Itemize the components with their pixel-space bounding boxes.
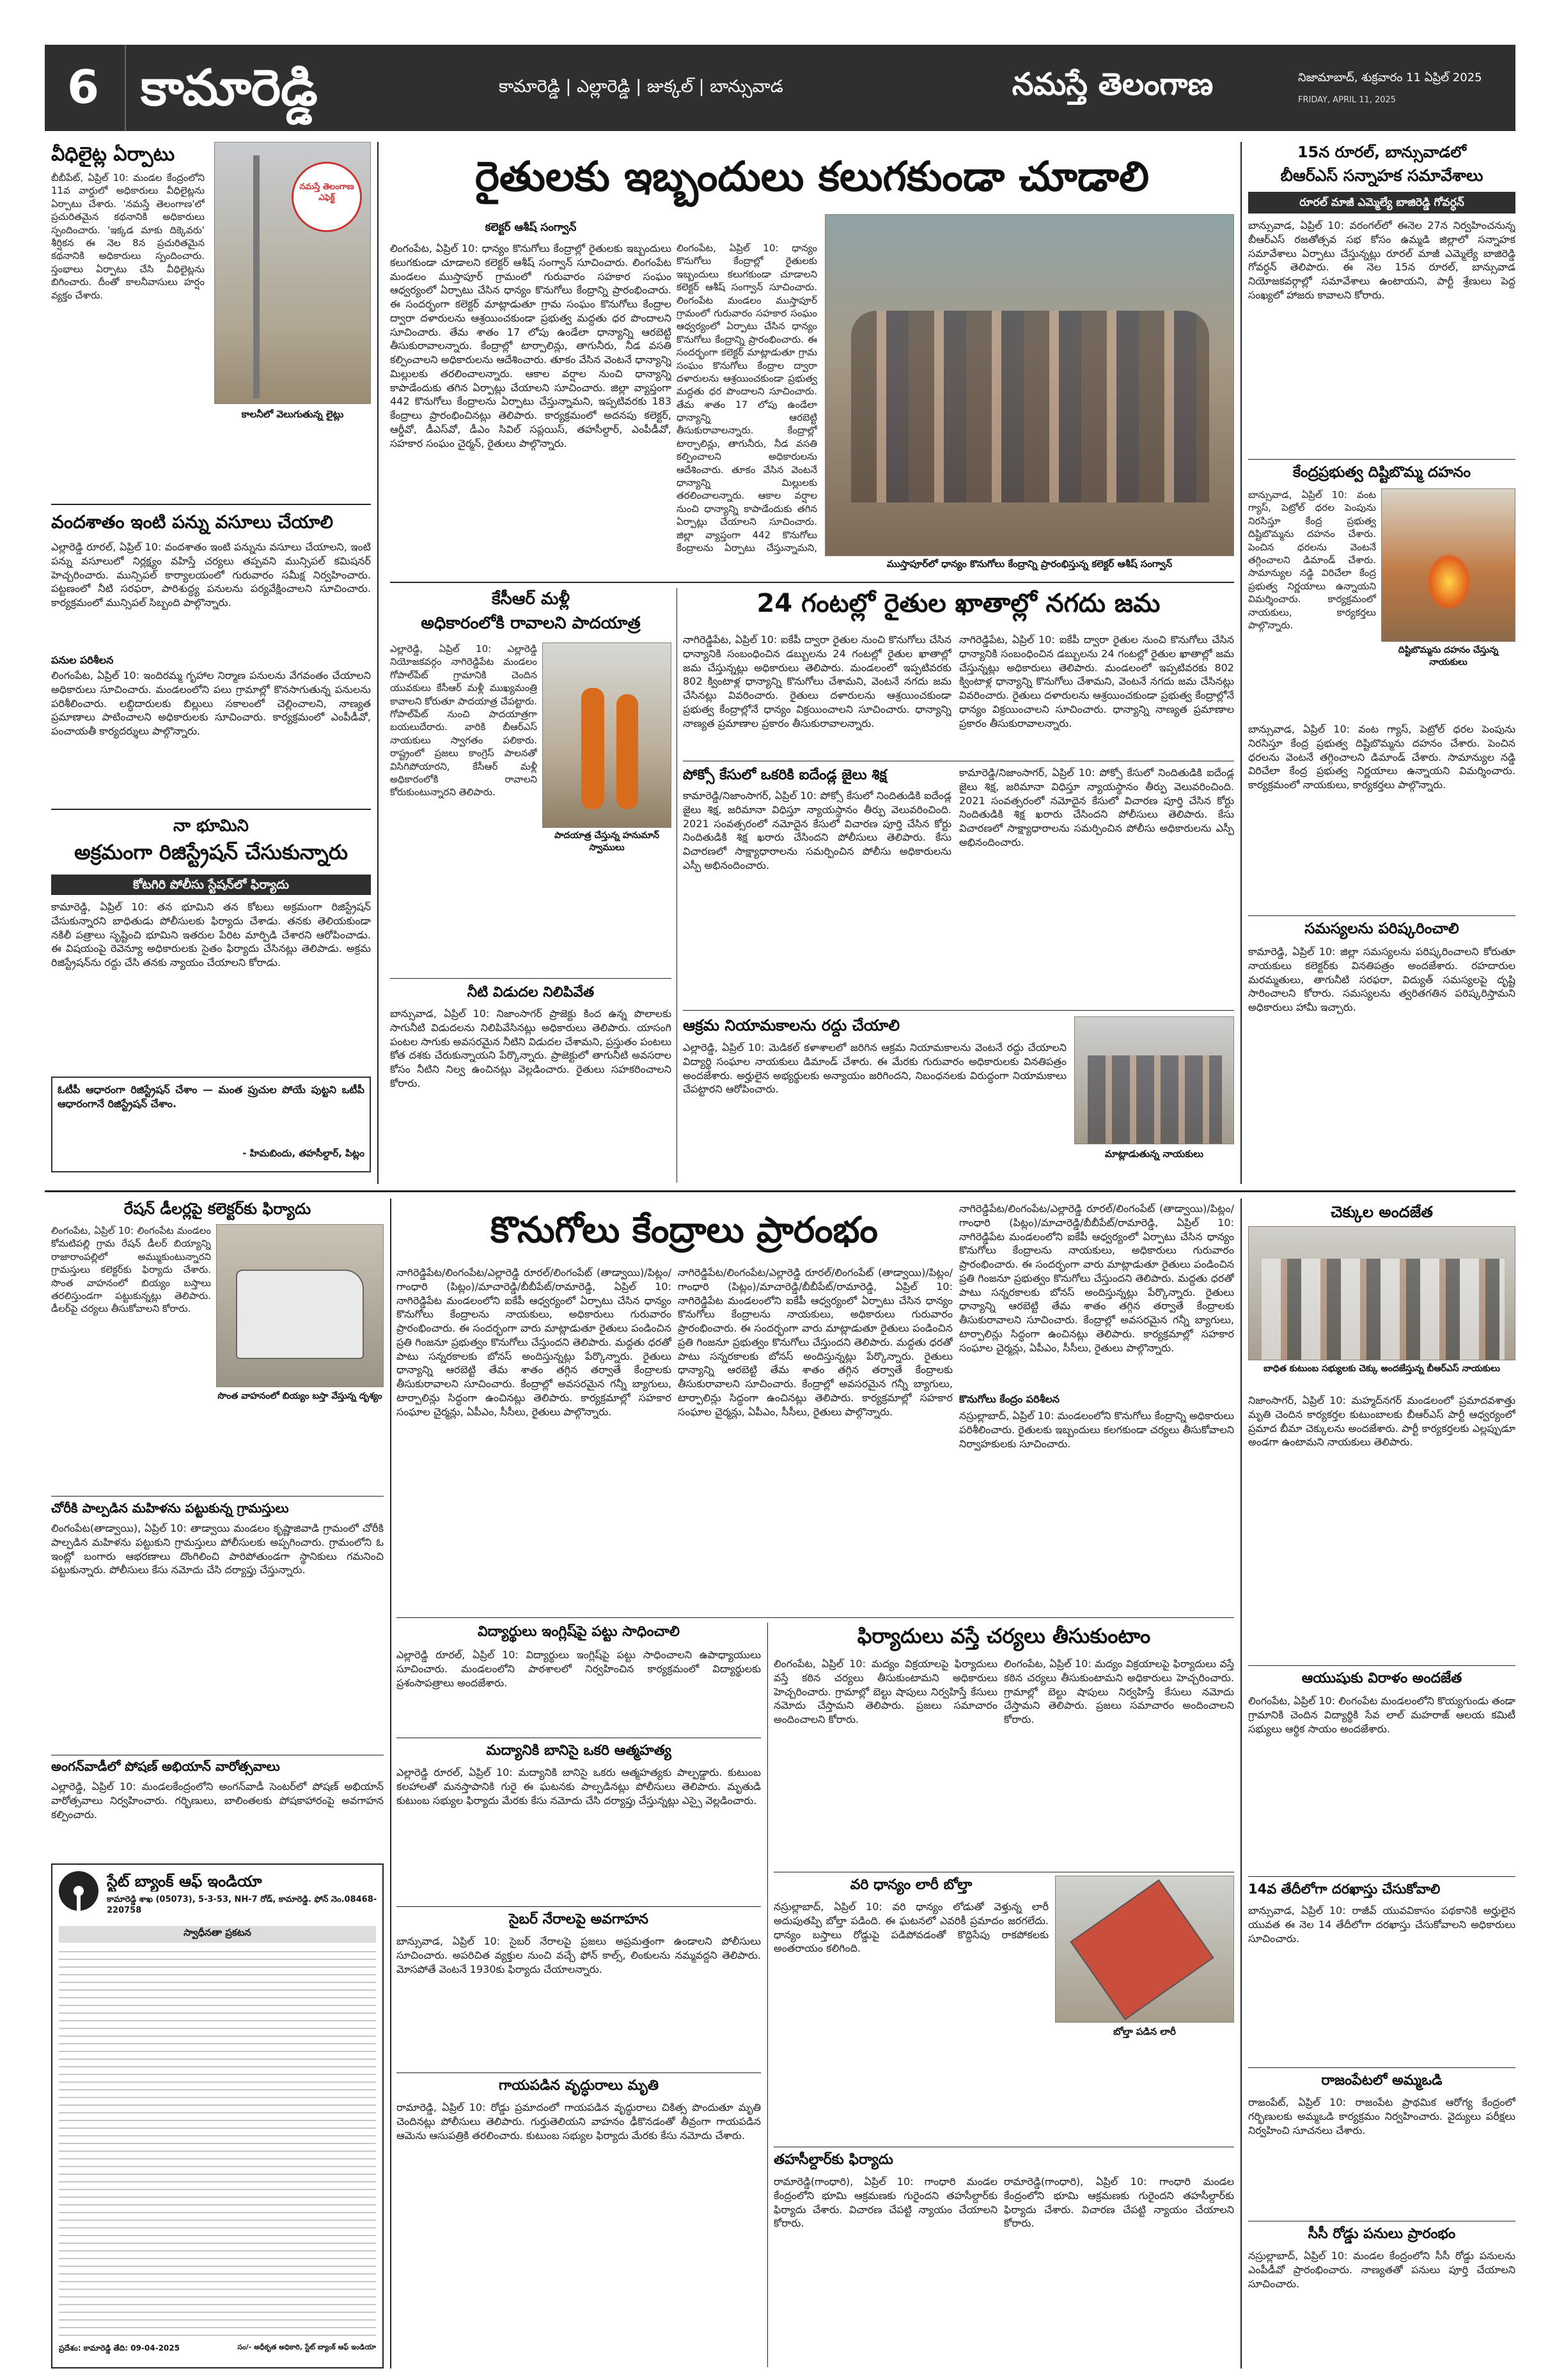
brs-kicker: 15న రూరల్, బాన్సువాడలో: [1297, 143, 1467, 161]
pocso-title: పోక్సో కేసులో ఒకరికి ఐదేండ్ల జైలు శిక్ష: [683, 767, 887, 783]
water-body: బాన్సువాడ, ఏప్రిల్ 10: నిజాంసాగర్ ప్రాజెక్టు కింద ఉన్న పొలాలకు సాగునీటి విడుదలను నిలిపివేసినట్లు అధికారులు తెలిపారు. యాసంగి పంటల సాగుకు అవసరమైన నీటిని విడుదల చేశామని, ప్రస్తుతం పంటలు కోత దశకు చేరుకున్నాయని పేర్కొన్నారు. ప్రాజెక్టులో తాగునీటి అవసరాల కోసం నీటిని నిల్వ ఉంచినట్లు వెల్లడించారు. రైతులు సహకరించాలని కోరారు.: [390, 1007, 671, 1089]
cyber-body: బాన్సువాడ, ఏప్రిల్ 10: సైబర్ నేరాలపై ప్రజలు అప్రమత్తంగా ఉండాలని పోలీసులు సూచించారు. అపరిచిత వ్యక్తుల నుంచి వచ్చే ఫోన్ కాల్స్, లింకులను నమ్మవద్దని తెలిపారు. మోసపోతే వెంటనే 1930కు ఫిర్యాదు చేయాలన్నారు.: [396, 1935, 761, 1975]
tax-body: ఎల్లారెడ్డి రూరల్, ఏప్రిల్ 10: వందశాతం ఇంటి పన్నును వసూలు చేయాలని, ఇంటి పన్ను వసూలులో నిర్లక్ష్యం వహిస్తే చర్యలు తప్పవని మున్సిపల్ కమిషనర్ హెచ్చరించారు. మున్సిపల్ కార్యాలయంలో గురువారం సమీక్ష నిర్వహించారు. పట్టణంలో నీటి సరఫరా, పారిశుద్ధ్య పనులను పర్యవేక్షించాలని సూచించారు. కార్యక్రమంలో మున్సిపల్ సిబ్బంది పాల్గొన్నారు.: [51, 541, 371, 609]
suicide-title: మద్యానికి బానిసై ఒకరి ఆత్మహత్య: [486, 1743, 671, 1759]
appoint-body: ఎల్లారెడ్డి, ఏప్రిల్ 10: మెడికల్ కళాశాలలో జరిగిన ఆక్రమ నియామకాలను వెంటనే రద్దు చేయాలని విద్యార్థి సంఘాల నాయకులు డిమాండ్ చేశారు. ఈ మేరకు గురువారం అధికారులకు వినతిపత్రం అందజేశారు. అర్హులైన అభ్యర్థులకు అన్యాయం జరిగిందని, నిబంధనలకు విరుద్ధంగా నియామకాలు చేపట్టారని ఆరోపించారు.: [683, 1041, 1067, 1096]
tax-body2: లింగంపేట, ఏప్రిల్ 10: ఇందిరమ్మ గృహాల నిర్మాణ పనులను వేగవంతం చేయాలని అధికారులు సూచించారు. మండలంలోని పలు గ్రామాల్లో కొనసాగుతున్న పనులను పరిశీలించారు. లబ్ధిదారులకు బిల్లులు సకాలంలో చెల్లించాలని, నాణ్యత ప్రమాణాలు పాటించాలని అధికారులకు సూచించారు. కార్యక్రమంలో ఎంపీడీవో, పంచాయతీ కార్యదర్శులు పాల్గొన్నారు.: [51, 669, 371, 737]
appoint-photo: [1074, 1016, 1234, 1144]
land-body: కామారెడ్డి, ఏప్రిల్ 10: తన భూమిని తన కోటలు అక్రమంగా రిజిస్ట్రేషన్ చేసుకున్నారని బాధితుడు పోలీసులకు ఫిర్యాదు చేశాడు. తనకు తెలియకుండా నకిలీ పత్రాలు సృష్టించి భూమిని ఇతరుల పేరిట మార్పిడి చేశారని ఆరోపించాడు. ఈ విషయంపై రెవెన్యూ అధికారులకు సైతం ఫిర్యాదు చేసినట్లు తెలిపాడు. అక్రమ రిజిస్ట్రేషన్‌ను రద్దు చేసి తనకు న్యాయం చేయాలని కోరాడు.: [51, 901, 371, 968]
cash-body-1: నాగిరెడ్డిపేట, ఏప్రిల్ 10: ఐకేపీ ద్వారా రైతుల నుంచి కొనుగోలు చేసిన ధాన్యానికి సంబంధించిన డబ్బులను 24 గంటల్లో రైతుల ఖాతాల్లో జమ చేస్తున్నట్లు అధికారులు తెలిపారు. మండలంలో ఇప్పటివరకు 802 క్వింటాళ్ల ధాన్యాన్ని కొనుగోలు చేశామని, వెంటనే నగదు జమ చేసినట్లు వివరించారు. రైతులు దళారులను ఆశ్రయించకుండా ప్రభుత్వ కేంద్రాల్లోనే ధాన్యం విక్రయించాలని సూచించారు. ధాన్యాన్ని నాణ్యత ప్రమాణాల ప్రకారం తీసుకురావాలన్నారు.: [683, 634, 951, 729]
centres-body-1: నాగిరెడ్డిపేట/లింగంపేట/ఎల్లారెడ్డి రూరల్/లింగంపేట్ (తాడ్వాయి)/పిట్లం/గాంధారి (పిట్లం)/మాచారెడ్డి/బీబీపేట్/రామారెడ్డి, ఏప్రిల్ 10: నాగిరెడ్డిపేట మండలంలోని ఐకేపీ ఆధ్వర్యంలో ఏర్పాటు చేసిన ధాన్యం కొనుగోలు కేంద్రాలను నాయకులు, అధికారులు గురువారం ప్రారంభించారు. ఈ సందర్భంగా వారు మాట్లాడుతూ రైతులు పండించిన ప్రతి గింజనూ ప్రభుత్వం కొనుగోలు చేస్తుందని తెలిపారు. మద్దతు ధరతో పాటు సన్నరకాలకు బోనస్ అందిస్తున్నట్లు పేర్కొన్నారు. రైతులు ధాన్యాన్ని ఆరబెట్టి తేమ శాతం తగ్గిన తర్వాతే కేంద్రాలకు తీసుకురావాలని సూచించారు. కేంద్రాల్లో అవసరమైన గన్నీ బ్యాగులు, టార్పాలిన్లు సిద్ధంగా ఉంచినట్లు తెలిపారు. కార్యక్రమాల్లో సహకార సంఘాల చైర్మన్లు, ఏపీఎం, సీసీలు, రైతులు పాల్గొన్నారు.: [396, 1266, 671, 1418]
english-body: ఎల్లారెడ్డి రూరల్, ఏప్రిల్ 10: విద్యార్థులు ఇంగ్లిష్‌పై పట్టు సాధించాలని ఉపాధ్యాయులు సూచించారు. మండలంలోని పాఠశాలలో నిర్వహించిన కార్యక్రమంలో విద్యార్థులకు ప్రశంసాపత్రాలు అందజేశారు.: [396, 1649, 761, 1689]
appoint-caption: మాట్లాడుతున్న నాయకులు: [1104, 1148, 1204, 1160]
streetlight-photo: [214, 142, 371, 404]
sbi-ad: [51, 1863, 384, 2368]
pole-graphic: [253, 155, 260, 398]
padayatra-caption: పాదయాత్ర చేస్తున్న హనుమాన్ స్వాములు: [554, 830, 660, 853]
lorry-body: నస్రుల్లాబాద్, ఏప్రిల్ 10: వరి ధాన్యం లోడుతో వెళ్తున్న లారీ అదుపుతప్పి బోల్తా పడింది. ఈ ఘటనలో ఎవరికీ ప్రమాదం జరగలేదు. ధాన్యం బస్తాలు రోడ్డుపై పడిపోవడంతో కొద్దిసేపు రాకపోకలకు అంతరాయం కలిగింది.: [774, 1901, 1049, 1955]
elderly-body: రామారెడ్డి, ఏప్రిల్ 10: రోడ్డు ప్రమాదంలో గాయపడిన వృద్ధురాలు చికిత్స పొందుతూ మృతి చెందినట్లు పోలీసులు తెలిపారు. గుర్తుతెలియని వాహనం ఢీకొనడంతో తీవ్రంగా గాయపడిన ఆమెను ఆసుపత్రికి తరలించారు. కుటుంబ సభ్యుల ఫిర్యాదు మేరకు కేసు నమోదు చేశారు.: [396, 2101, 761, 2142]
padayatra-photo: [542, 642, 671, 828]
appoint-people: [1088, 1055, 1222, 1144]
sbi-footer-right: సం/- అధీకృత అధికారి, స్టేట్ బ్యాంక్ ఆఫ్ ఇండియా: [237, 2343, 376, 2351]
paper-name: నమస్తే తెలంగాణ: [1012, 66, 1214, 102]
theft-body: లింగంపేట(తాడ్వాయి), ఏప్రిల్ 10: తాడ్వాయి మండలం కృష్ణాజివాడి గ్రామంలో చోరీకి పాల్పడిన మహిళను పట్టుకుని గ్రామస్తులు పోలీసులకు అప్పగించారు. గ్రామంలోని ఓ ఇంట్లో బంగారు ఆభరణాలు దొంగిలించి పారిపోతుండగా స్థానికులు గమనించి పట్టుకున్నారు. పోలీసులు కేసు నమోదు చేసి దర్యాప్తు చేస్తున్నారు.: [51, 1522, 384, 1576]
sbi-logo-icon: [59, 1871, 98, 1911]
sbi-name: స్టేట్ బ్యాంక్ ఆఫ్ ఇండియా: [107, 1872, 262, 1890]
streetlight-title: వీధిలైట్ల ఏర్పాటు: [51, 143, 175, 166]
sbi-footer-left: ప్రదేశం: కామారెడ్డి తేది: 09-04-2025: [59, 2344, 180, 2353]
van-graphic: [236, 1270, 364, 1359]
suicide-body: ఎల్లారెడ్డి రూరల్, ఏప్రిల్ 10: మద్యానికి బానిసై ఒకరు ఆత్మహత్యకు పాల్పడ్డారు. కుటుంబ కలహాలతో మనస్తాపానికి గురై ఈ ఘటనకు పాల్పడినట్లు పోలీసులు తెలిపారు. మృతుడి కుటుంబ సభ్యుల ఫిర్యాదు మేరకు కేసు నమోదు చేసి దర్యాప్తు చేస్తున్నట్లు ఎస్సై వెల్లడించారు.: [396, 1766, 761, 1807]
cheque-title: చెక్కుల అందజేత: [1331, 1203, 1433, 1221]
apply-title: 14వ తేదీలోగా దరఖాస్తు చేసుకోవాలి: [1248, 1881, 1441, 1897]
tax-title: వందశాతం ఇంటి పన్ను వసూలు చేయాలి: [51, 511, 333, 533]
section-title: కామారెడ్డి: [141, 59, 318, 117]
effigy-photo: [1381, 488, 1515, 642]
sbi-logo-hole: [74, 1886, 84, 1896]
donation-body: లింగంపేట, ఏప్రిల్ 10: లింగంపేట మండలంలోని కొయ్యగుండు తండా గ్రామానికి చెందిన విద్యార్థికి సేవ లాల్ మహరాజ్ ఆలయ కమిటీ సభ్యులు ఆర్థిక సాయం అందజేశారు.: [1248, 1695, 1515, 1735]
tax-subhead: పనుల పరిశీలన: [51, 654, 114, 666]
walker-figure-2: [616, 694, 638, 809]
ration-caption: సొంత వాహనంలో బియ్యం బస్తా వేస్తున్న దృశ్యం: [217, 1391, 382, 1401]
padayatra-body: ఎల్లారెడ్డి, ఏప్రిల్ 10: ఎల్లారెడ్డి నియోజకవర్గం నాగిరెడ్డిపేట మండలం గోపాల్‌పేట్ గ్రామానికి చెందిన యువకులు కేసీఆర్ మళ్లీ ముఖ్యమంత్రి కావాలని కోరుతూ పాదయాత్ర చేపట్టారు. గోపాల్‌పేట్ నుంచి పాదయాత్రగా బయలుదేరారు. వారికి బీఆర్ఎస్ నాయకులు స్వాగతం పలికారు. రాష్ట్రంలో ప్రజలు కాంగ్రెస్ పాలనతో విసిగిపోయారని, కేసీఆర్ మళ్లీ అధికారంలోకి రావాలని కోరుకుంటున్నారని తెలిపారు.: [390, 643, 537, 798]
land-quote-by: - హిమబిందు, తహసీల్దార్, పిట్లం: [242, 1147, 364, 1159]
cheque-people: [1262, 1259, 1505, 1360]
ammavodi-title: రాజంపేటలో అమ్మఒడి: [1321, 2073, 1443, 2088]
centres-headline: కొనుగోలు కేంద్రాలు ప్రారంభం: [490, 1209, 878, 1251]
ammavodi-body: రాజంపేట్, ఏప్రిల్ 10: రాజంపేట ప్రాథమిక ఆరోగ్య కేంద్రంలో గర్భిణులకు అమ్మఒడి కార్యక్రమం నిర్వహించారు. వైద్యులు పరీక్షలు నిర్వహించి సూచనలు చేశారు.: [1248, 2096, 1515, 2136]
pocso-body: కామారెడ్డి/నిజాంసాగర్, ఏప్రిల్ 10: పోక్సో కేసులో నిందితుడికి ఐదేండ్ల జైలు శిక్ష, జరిమానా విధిస్తూ న్యాయస్థానం తీర్పు వెలువరించింది. 2021 సంవత్సరంలో నమోదైన కేసులో విచారణ పూర్తి చేసిన కోర్టు నిందితుడికి శిక్ష ఖరారు చేసిందని పోలీసులు తెలిపారు. కేసు విచారణలో సాక్ష్యాధారాలను సమర్పించిన పోలీసు అధికారులను ఎస్పీ అభినందించారు.: [683, 789, 951, 871]
main-headline: రైతులకు ఇబ్బందులు కలుగకుండా చూడాలి: [474, 153, 1150, 201]
lorry-graphic: [1070, 1879, 1214, 2020]
main-body-1: లింగంపేట, ఏప్రిల్ 10: ధాన్యం కొనుగోలు కేంద్రాల్లో రైతులకు ఇబ్బందులు కలుగకుండా చూడాలని కలెక్టర్ ఆశీష్ సంగ్వాన్ సూచించారు. లింగంపేట మండలం ముస్తాపూర్ గ్రామంలో గురువారం సహకార సంఘం ఆధ్వర్యంలో ఏర్పాటు చేసిన ధాన్యం కొనుగోలు కేంద్రాన్ని ప్రారంభించారు. ఈ సందర్భంగా కలెక్టర్ మాట్లాడుతూ గ్రామ సంఘం కొనుగోలు కేంద్రాల ద్వారా దళారులను ఆశ్రయించకుండా ప్రభుత్వ మద్దతు ధర పొందాలని సూచించారు. తేమ శాతం 17 లోపు ఉండేలా ధాన్యాన్ని ఆరబెట్టి తీసుకురావాలన్నారు. కేంద్రాల్లో టార్పాలిన్లు, తాగునీరు, నీడ వసతి కల్పించాలని అధికారులను ఆదేశించారు. తూకం వేసిన వెంటనే ధాన్యాన్ని మిల్లులకు తరలించాలన్నారు. ఆకాల వర్షాల నుంచి ధాన్యాన్ని కాపాడేందుకు తగిన ఏర్పాట్లు చేయాలని సూచించారు. జిల్లా వ్యాప్తంగా 442 కొనుగోలు కేంద్రాలను ఏర్పాటు చేస్తున్నామని, ఇప్పటివరకు 183 కేంద్రాలు ప్రారంభించినట్లు తెలిపారు. కార్యక్రమంలో అదనపు కలెక్టర్, ఆర్డీవో, డీఎస్‌వో, డీఎం సివిల్ సప్లయిస్, తహసీల్దార్, ఎంపీడీవో, సహకార సంఘం చైర్మన్, రైతులు పాల్గొన్నారు.: [390, 242, 671, 449]
sbi-logo-slot: [77, 1895, 81, 1911]
lorry-title: వరి ధాన్యం లారీ బోల్తా: [850, 1877, 973, 1893]
main-body-2: లింగంపేట, ఏప్రిల్ 10: ధాన్యం కొనుగోలు కేంద్రాల్లో రైతులకు ఇబ్బందులు కలుగకుండా చూడాలని కలెక్టర్ ఆశీష్ సంగ్వాన్ సూచించారు. లింగంపేట మండలం ముస్తాపూర్ గ్రామంలో గురువారం సహకార సంఘం ఆధ్వర్యంలో ఏర్పాటు చేసిన ధాన్యం కొనుగోలు కేంద్రాన్ని ప్రారంభించారు. ఈ సందర్భంగా కలెక్టర్ మాట్లాడుతూ గ్రామ సంఘం కొనుగోలు కేంద్రాల ద్వారా దళారులను ఆశ్రయించకుండా ప్రభుత్వ మద్దతు ధర పొందాలని సూచించారు. తేమ శాతం 17 లోపు ఉండేలా ధాన్యాన్ని ఆరబెట్టి తీసుకురావాలన్నారు. కేంద్రాల్లో టార్పాలిన్లు, తాగునీరు, నీడ వసతి కల్పించాలని అధికారులను ఆదేశించారు. తూకం వేసిన వెంటనే ధాన్యాన్ని మిల్లులకు తరలించాలన్నారు. ఆకాల వర్షాల నుంచి ధాన్యాన్ని కాపాడేందుకు తగిన ఏర్పాట్లు చేయాలని సూచించారు. జిల్లా వ్యాప్తంగా 442 కొనుగోలు కేంద్రాలను ఏర్పాటు చేస్తున్నామని,: [677, 242, 817, 554]
streetlight-body: బీబీపేట్, ఏప్రిల్ 10: మండల కేంద్రంలోని 11వ వార్డులో అధికారులు వీధిలైట్లను ఏర్పాటు చేశారు. 'నమస్తే తెలంగాణ'లో ప్రచురితమైన కథనానికి అధికారులు స్పందించారు. 'ఇక్కడ మాకు దిక్కెవరు' శీర్షికన ఈ నెల 8న ప్రచురితమైన కథనానికి అధికారులు స్పందించారు. స్తంభాలు ఏర్పాటు చేసి వీధిలైట్లను బిగించారు. దీంతో కాలనీవాసులు హర్షం వ్యక్తం చేశారు.: [51, 172, 205, 301]
section-towns: కామారెడ్డి | ఎల్లారెడ్డి | జుక్కల్ | బాన్సువాడ: [499, 77, 783, 97]
tahsildar-body-2: రామారెడ్డి(గాంధారి), ఏప్రిల్ 10: గాంధారి మండల కేంద్రంలోని భూమి ఆక్రమణకు గురైందని తహసీల్దార్‌కు ఫిర్యాదు చేశారు. విచారణ చేపట్టి న్యాయం చేయాలని కోరారు.: [1004, 2175, 1234, 2230]
brs-title: బీఆర్ఎస్ సన్నాహక సమావేశాలు: [1280, 166, 1483, 185]
complaint-body-2: లింగంపేట, ఏప్రిల్ 10: మద్యం విక్రయాలపై ఫిర్యాదులు వస్తే కఠిన చర్యలు తీసుకుంటామని అధికారులు హెచ్చరించారు. గ్రామాల్లో బెల్టు షాపులు నిర్వహిస్తే కేసులు నమోదు చేస్తామని తెలిపారు. ప్రజలు సమాచారం అందించాలని కోరారు.: [1004, 1658, 1234, 1725]
badge-text: నమస్తే తెలంగాణ ఎఫెక్ట్: [299, 182, 354, 203]
fire-graphic: [1427, 553, 1471, 611]
sbi-branch: కామారెడ్డి శాఖ (05073), 5-3-53, NH-7 రోడ్, కామారెడ్డి. ఫోన్ నెం.08468-220758: [107, 1895, 377, 1916]
theft-title: చోరీకి పాల్పడిన మహిళను పట్టుకున్న గ్రామస్తులు: [51, 1500, 289, 1516]
sbi-notice-title: స్వాధీనతా ప్రకటన: [59, 1926, 376, 1943]
centres-body-3: నాగిరెడ్డిపేట/లింగంపేట/ఎల్లారెడ్డి రూరల్/లింగంపేట్ (తాడ్వాయి)/పిట్లం/గాంధారి (పిట్లం)/మాచారెడ్డి/బీబీపేట్/రామారెడ్డి, ఏప్రిల్ 10: నాగిరెడ్డిపేట మండలంలోని ఐకేపీ ఆధ్వర్యంలో ఏర్పాటు చేసిన ధాన్యం కొనుగోలు కేంద్రాలను నాయకులు, అధికారులు గురువారం ప్రారంభించారు. ఈ సందర్భంగా వారు మాట్లాడుతూ రైతులు పండించిన ప్రతి గింజనూ ప్రభుత్వం కొనుగోలు చేస్తుందని తెలిపారు. మద్దతు ధరతో పాటు సన్నరకాలకు బోనస్ అందిస్తున్నట్లు పేర్కొన్నారు. రైతులు ధాన్యాన్ని ఆరబెట్టి తేమ శాతం తగ్గిన తర్వాతే కేంద్రాలకు తీసుకురావాలని సూచించారు. కేంద్రాల్లో అవసరమైన గన్నీ బ్యాగులు, టార్పాలిన్లు సిద్ధంగా ఉంచినట్లు తెలిపారు. కార్యక్రమాల్లో సహకార సంఘాల చైర్మన్లు, ఏపీఎం, సీసీలు, రైతులు పాల్గొన్నారు.: [959, 1202, 1234, 1354]
cheque-body: నిజాంసాగర్, ఏప్రిల్ 10: మహ్మద్‌నగర్ మండలంలో ప్రమాదవశాత్తు మృతి చెందిన కార్యకర్తల కుటుంబాలకు బీఆర్ఎస్ పార్టీ ఆధ్వర్యంలో ప్రమాద బీమా చెక్కులను అందజేశారు. పార్టీ కార్యకర్తలకు ఎల్లప్పుడూ అండగా ఉంటామని నాయకులు తెలిపారు.: [1248, 1394, 1515, 1449]
centres-body-2: నాగిరెడ్డిపేట/లింగంపేట/ఎల్లారెడ్డి రూరల్/లింగంపేట్ (తాడ్వాయి)/పిట్లం/గాంధారి (పిట్లం)/మాచారెడ్డి/బీబీపేట్/రామారెడ్డి, ఏప్రిల్ 10: నాగిరెడ్డిపేట మండలంలోని ఐకేపీ ఆధ్వర్యంలో ఏర్పాటు చేసిన ధాన్యం కొనుగోలు కేంద్రాలను నాయకులు, అధికారులు గురువారం ప్రారంభించారు. ఈ సందర్భంగా వారు మాట్లాడుతూ రైతులు పండించిన ప్రతి గింజనూ ప్రభుత్వం కొనుగోలు చేస్తుందని తెలిపారు. మద్దతు ధరతో పాటు సన్నరకాలకు బోనస్ అందిస్తున్నట్లు పేర్కొన్నారు. రైతులు ధాన్యాన్ని ఆరబెట్టి తేమ శాతం తగ్గిన తర్వాతే కేంద్రాలకు తీసుకురావాలని సూచించారు. కేంద్రాల్లో అవసరమైన గన్నీ బ్యాగులు, టార్పాలిన్లు సిద్ధంగా ఉంచినట్లు తెలిపారు. కార్యక్రమాల్లో సహకార సంఘాల చైర్మన్లు, ఏపీఎం, సీసీలు, రైతులు పాల్గొన్నారు.: [678, 1266, 953, 1418]
anganwadi-body: ఎల్లారెడ్డి, ఏప్రిల్ 10: మండలకేంద్రంలోని అంగన్‌వాడీ సెంటర్‌లో పోషణ్ అభియాన్ వారోత్సవాలు నిర్వహించారు. గర్భిణులు, బాలింతలకు పోషకాహారంపై అవగాహన కల్పించారు.: [51, 1780, 384, 1821]
complaint-body-1: లింగంపేట, ఏప్రిల్ 10: మద్యం విక్రయాలపై ఫిర్యాదులు వస్తే కఠిన చర్యలు తీసుకుంటామని అధికారులు హెచ్చరించారు. గ్రామాల్లో బెల్టు షాపులు నిర్వహిస్తే కేసులు నమోదు చేస్తామని తెలిపారు. ప్రజలు సమాచారం అందించాలని కోరారు.: [774, 1658, 998, 1725]
issues-title: సమస్యలను పరిష్కరించాలి: [1304, 921, 1459, 937]
badge-effect: [292, 162, 362, 232]
land-banner: కోటగిరి పోలీసు స్టేషన్‌లో ఫిర్యాదు: [51, 875, 371, 895]
effigy-caption: దిష్టిబొమ్మను దహనం చేస్తున్న నాయకులు: [1398, 645, 1499, 667]
appoint-title: ఆక్రమ నియామకాలను రద్దు చేయాలి: [683, 1016, 900, 1034]
cyber-title: సైబర్ నేరాలపై అవగాహన: [509, 1911, 648, 1927]
padayatra-title: అధికారంలోకి రావాలని పాదయాత్ర: [421, 614, 641, 633]
photo-people: [851, 311, 1209, 502]
complaint-title: ఫిర్యాదులు వస్తే చర్యలు తీసుకుంటాం: [857, 1624, 1151, 1648]
land-quote-box: [51, 1077, 371, 1172]
english-title: విద్యార్థులు ఇంగ్లిష్‌పై పట్టు సాధించాలి: [478, 1624, 680, 1640]
streetlight-caption: కాలనీలో వెలుగుతున్న లైట్లు: [241, 408, 344, 420]
dateline-en: FRIDAY, APRIL 11, 2025: [1298, 95, 1397, 105]
land-title: అక్రమంగా రిజిస్ట్రేషన్ చేసుకున్నారు: [74, 840, 348, 864]
ccroad-body: నస్రుల్లాబాద్, ఏప్రిల్ 10: మండల కేంద్రంలోని సీసీ రోడ్డు పనులను ఎంపీడీవో ప్రారంభించారు. నాణ్యతతో పనులు పూర్తి చేయాలని సూచించారు.: [1248, 2250, 1515, 2290]
effigy-body-2: బాన్సువాడ, ఏప్రిల్ 10: వంట గ్యాస్, పెట్రోల్ ధరల పెంపును నిరసిస్తూ కేంద్ర ప్రభుత్వ దిష్టిబొమ్మను దహనం చేశారు. పెంచిన ధరలను వెంటనే తగ్గించాలని డిమాండ్ చేశారు. సామాన్యుల నడ్డి విరిచేలా కేంద్ర ప్రభుత్వ నిర్ణయాలు ఉన్నాయని విమర్శించారు. కార్యక్రమంలో నాయకులు, కార్యకర్తలు పాల్గొన్నారు.: [1248, 723, 1515, 791]
masthead: [45, 45, 1515, 131]
ration-body: లింగంపేట, ఏప్రిల్ 10: లింగంపేట మండలం కోమటిపల్లి గ్రామ రేషన్ డీలర్ బియ్యాన్ని రాజారాంపల్లిలో అమ్ముకుంటున్నారని గ్రామస్తులు కలెక్టర్‌కు ఫిర్యాదు చేశారు. సొంత వాహనంలో బియ్యం బస్తాలు తరలిస్తుండగా పట్టుకున్నట్లు తెలిపారు. డీలర్‌పై చర్యలు తీసుకోవాలని కోరారు.: [51, 1225, 211, 1315]
apply-body: బాన్సువాడ, ఏప్రిల్ 10: రాజీవ్ యువవికాసం పథకానికి అర్హులైన యువత ఈ నెల 14 తేదీలోగా దరఖాస్తు చేసుకోవాలని అధికారులు సూచించారు.: [1248, 1904, 1515, 1945]
tahsildar-title: తహసీల్దార్‌కు ఫిర్యాదు: [774, 2152, 893, 2168]
lorry-caption: బోల్తా పడిన లారీ: [1113, 2026, 1176, 2037]
lorry-photo: [1055, 1876, 1234, 2023]
dateline-te: నిజామాబాద్, శుక్రవారం 11 ఏప్రిల్ 2025: [1298, 71, 1482, 84]
centres-subhead: కొనుగోలు కేంద్రం పరిశీలన: [959, 1393, 1060, 1405]
brs-body: బాన్సువాడ, ఏప్రిల్ 10: వరంగల్‌లో ఈనెల 27న నిర్వహించనున్న బీఆర్ఎస్ రజతోత్సవ సభ కోసం ఉమ్మడి జిల్లాలో సన్నాహక సమావేశాలు ఏర్పాటు చేస్తున్నట్లు రూరల్ మాజీ ఎమ్మెల్యే బాజిరెడ్డి గోవర్ధన్ తెలిపారు. ఈ నెల 15న రూరల్, బాన్సువాడ నియోజకవర్గాల్లో సమావేశాలు ఉంటాయని, పార్టీ శ్రేణులు పెద్ద సంఖ్యలో హాజరు కావాలని కోరారు.: [1248, 219, 1515, 301]
page-number: 6: [67, 60, 100, 114]
sbi-fine-print: [59, 1947, 376, 2337]
ccroad-title: సీసీ రోడ్డు పనులు ప్రారంభం: [1308, 2226, 1456, 2242]
cheque-photo: [1248, 1226, 1515, 1360]
masthead-divider: [125, 45, 126, 131]
elderly-title: గాయపడిన వృద్ధురాలు మృతి: [498, 2078, 659, 2094]
donation-title: ఆయుషుకు విరాళం అందజేత: [1301, 1670, 1462, 1686]
effigy-title: కేంద్రప్రభుత్వ దిష్టిబొమ్మ దహనం: [1292, 464, 1471, 481]
issues-body: కామారెడ్డి, ఏప్రిల్ 10: జిల్లా సమస్యలను పరిష్కరించాలని కోరుతూ నాయకులు కలెక్టర్‌కు వినతిపత్రం అందజేశారు. రహదారుల మరమ్మతులు, తాగునీటి సరఫరా, విద్యుత్ సమస్యలపై దృష్టి సారించాలని కోరారు. సమస్యలను త్వరితగతిన పరిష్కరిస్తామని అధికారులు హామీ ఇచ్చారు.: [1248, 945, 1515, 1013]
effigy-body: బాన్సువాడ, ఏప్రిల్ 10: వంట గ్యాస్, పెట్రోల్ ధరల పెంపును నిరసిస్తూ కేంద్ర ప్రభుత్వ దిష్టిబొమ్మను దహనం చేశారు. పెంచిన ధరలను వెంటనే తగ్గించాలని డిమాండ్ చేశారు. సామాన్యుల నడ్డి విరిచేలా కేంద్ర ప్రభుత్వ నిర్ణయాలు ఉన్నాయని విమర్శించారు. కార్యక్రమంలో నాయకులు, కార్యకర్తలు పాల్గొన్నారు.: [1248, 489, 1376, 631]
walker-figure: [581, 688, 604, 809]
tahsildar-body-1: రామారెడ్డి(గాంధారి), ఏప్రిల్ 10: గాంధారి మండల కేంద్రంలోని భూమి ఆక్రమణకు గురైందని తహసీల్దార్‌కు ఫిర్యాదు చేశారు. విచారణ చేపట్టి న్యాయం చేయాలని కోరారు.: [774, 2175, 998, 2230]
ration-photo: [216, 1224, 384, 1387]
padayatra-kicker: కేసీఆర్ మళ్లీ: [491, 589, 570, 609]
cash-title: 24 గంటల్లో రైతుల ఖాతాల్లో నగదు జమ: [756, 589, 1161, 618]
land-quote: ఓటీపీ ఆధారంగా రిజిస్ట్రేషన్ చేశాం — మంత ప్రుచుల పోయే పుట్టని ఒటీపీ ఆధారంగానే రిజిస్ట్రేషన్ చేశాం.: [58, 1084, 364, 1110]
main-byline: కలెక్టర్ ఆశీష్ సంగ్వాన్: [485, 221, 577, 234]
pocso-body-2: కామారెడ్డి/నిజాంసాగర్, ఏప్రిల్ 10: పోక్సో కేసులో నిందితుడికి ఐదేండ్ల జైలు శిక్ష, జరిమానా విధిస్తూ న్యాయస్థానం తీర్పు వెలువరించింది. 2021 సంవత్సరంలో నమోదైన కేసులో విచారణ పూర్తి చేసిన కోర్టు నిందితుడికి శిక్ష ఖరారు చేసిందని పోలీసులు తెలిపారు. కేసు విచారణలో సాక్ష్యాధారాలను సమర్పించిన పోలీసు అధికారులను ఎస్పీ అభినందించారు.: [959, 766, 1234, 848]
anganwadi-title: అంగన్‌వాడీలో పోషణ్ అభియాన్ వారోత్సవాలు: [51, 1759, 280, 1774]
centres-sub-body: నస్రుల్లాబాద్, ఏప్రిల్ 10: మండలంలోని కొనుగోలు కేంద్రాన్ని అధికారులు పరిశీలించారు. రైతులకు ఇబ్బందులు కలగకుండా చర్యలు తీసుకోవాలని నిర్వాహకులకు సూచించారు.: [959, 1410, 1234, 1450]
ration-title: రేషన్ డీలర్లపై కలెక్టర్‌కు ఫిర్యాదు: [123, 1200, 311, 1218]
cheque-caption: బాధిత కుటుంబ సభ్యులకు చెక్కు అందజేస్తున్న బీఆర్ఎస్ నాయకులు: [1264, 1364, 1500, 1374]
cash-body-2: నాగిరెడ్డిపేట, ఏప్రిల్ 10: ఐకేపీ ద్వారా రైతుల నుంచి కొనుగోలు చేసిన ధాన్యానికి సంబంధించిన డబ్బులను 24 గంటల్లో రైతుల ఖాతాల్లో జమ చేస్తున్నట్లు అధికారులు తెలిపారు. మండలంలో ఇప్పటివరకు 802 క్వింటాళ్ల ధాన్యాన్ని కొనుగోలు చేశామని, వెంటనే నగదు జమ చేసినట్లు వివరించారు. రైతులు దళారులను ఆశ్రయించకుండా ప్రభుత్వ కేంద్రాల్లోనే ధాన్యం విక్రయించాలని సూచించారు. ధాన్యాన్ని నాణ్యత ప్రమాణాల ప్రకారం తీసుకురావాలన్నారు.: [959, 634, 1234, 729]
brs-banner: రూరల్ మాజీ ఎమ్మెల్యే బాజిరెడ్డి గోవర్ధన్: [1248, 192, 1515, 214]
main-photo: [825, 214, 1234, 556]
water-title: నీటి విడుదల నిలిపివేత: [467, 984, 595, 1000]
main-photo-caption: ముస్తాపూర్‌లో ధాన్యం కొనుగోలు కేంద్రాన్ని ప్రారంభిస్తున్న కలెక్టర్ ఆశీష్ సంగ్వాన్: [886, 558, 1173, 570]
land-kicker: నా భూమిని: [173, 816, 249, 836]
